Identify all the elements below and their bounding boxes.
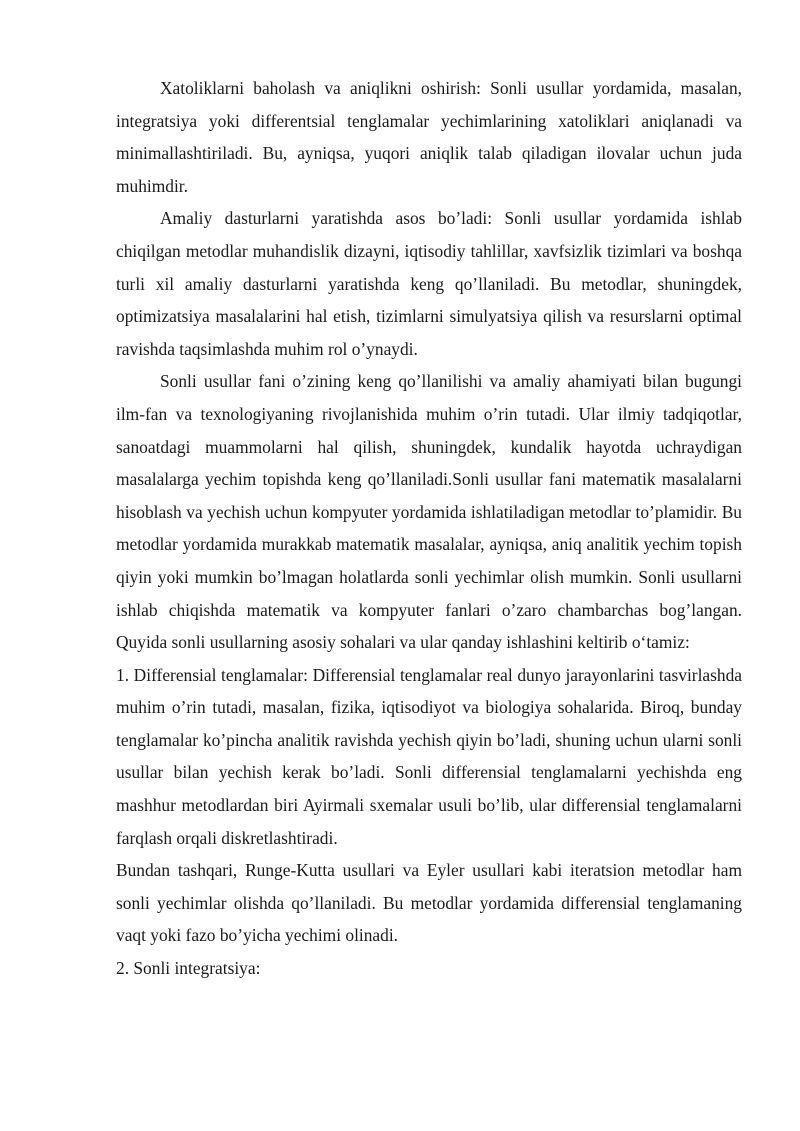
paragraph-applied-programs: Amaliy dasturlarni yaratishda asos bo’ladi: Sonli usullar yordamida ishlab chiqilgan metodlar muhandislik dizayni, iqtisodiy tahlillar, xavfsizlik tizimlari va boshqa turli xil amaliy dasturlarni yaratishda keng qo’llaniladi. Bu metodlar, shuningdek, optimizatsiya masalalarini hal etish, tizimlarni simulyatsiya qilish va resurslarni optimal ravishda taqsimlashda muhim rol o’ynaydi.: [116, 208, 742, 359]
paragraph-iterative-methods: Bundan tashqari, Runge-Kutta usullari va Eyler usullari kabi iteratsion metodlar ham sonli yechimlar olishda qo’llaniladi. Bu metodlar yordamida differensial tenglamaning vaqt yoki fazo bo’yicha yechimi olinadi.: [116, 860, 742, 946]
document-body: [116, 72, 742, 985]
paragraph-numerical-integration-heading: 2. Sonli integratsiya:: [116, 958, 261, 979]
paragraph-differential-equations: 1. Differensial tenglamalar: Differensial tenglamalar real dunyo jarayonlarini tasvirlashda muhim o’rin tutadi, masalan, fizika, iqtisodiyot va biologiya sohalarida. Biroq, bunday tenglamalar ko’pincha analitik ravishda yechish qiyin bo’ladi, shuning uchun ularni sonli usullar bilan yechish kerak bo’ladi. Sonli differensial tenglamalarni yechishda eng mashhur metodlardan biri Ayirmali sxemalar usuli bo’lib, ular differensial tenglamalarni farqlash orqali diskretlashtiradi.: [116, 664, 742, 848]
paragraph-numerical-methods-overview: Sonli usullar fani o’zining keng qo’llanilishi va amaliy ahamiyati bilan bugungi ilm-fan va texnologiyaning rivojlanishida muhim o’rin tutadi. Ular ilmiy tadqiqotlar, sanoatdagi muammolarni hal qilish, shuningdek, kundalik hayotda uchraydigan masalalarga yechim topishda keng qo’llaniladi.Sonli usullar fani matematik masalalarni hisoblash va yechish uchun kompyuter yordamida ishlatiladigan metodlar to’plamidir. Bu metodlar yordamida murakkab matematik masalalar, ayniqsa, aniq analitik yechim topish qiyin yoki mumkin bo’lmagan holatlarda sonli yechimlar olish mumkin. Sonli usullarni ishlab chiqishda matematik va kompyuter fanlari o’zaro chambarchas bog’langan. Quyida sonli usullarning asosiy sohalari va ular qanday ishlashini keltirib o‘tamiz:: [116, 371, 742, 653]
paragraph-error-estimation: Xatoliklarni baholash va aniqlikni oshirish: Sonli usullar yordamida, masalan, integratsiya yoki differentsial tenglamalar yechimlarining xatoliklari aniqlanadi va minimallashtiriladi. Bu, ayniqsa, yuqori aniqlik talab qiladigan ilovalar uchun juda muhimdir.: [116, 78, 742, 196]
